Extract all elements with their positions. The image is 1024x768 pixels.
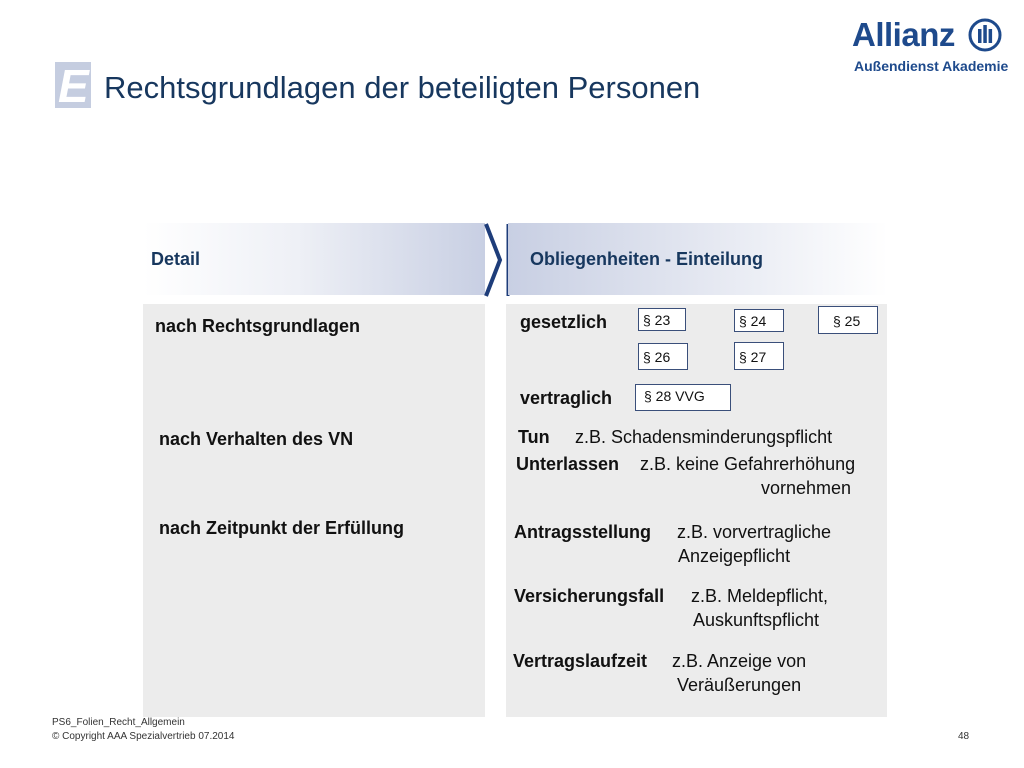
paragraph-26-box: § 26 (638, 343, 688, 370)
page-title: Rechtsgrundlagen der beteiligten Personen (104, 70, 701, 105)
page-number: 48 (958, 731, 970, 742)
allianz-eagle-icon (968, 18, 1002, 52)
antragsstellung-text-line1: z.B. vorvertragliche (677, 522, 832, 542)
gesetzlich-label: gesetzlich (520, 312, 608, 332)
paragraph-27-box: § 27 (734, 342, 784, 370)
band-obliegenheiten (508, 223, 888, 295)
paragraph-23-box: § 23 (638, 308, 686, 331)
section-badge (55, 60, 91, 112)
tun-text: z.B. Schadensminderungspflicht (575, 427, 833, 447)
tun-label: Tun (518, 427, 550, 447)
allianz-logo (852, 16, 1009, 78)
vertragslaufzeit-text-line2: Veräußerungen (677, 675, 802, 695)
paragraph-28-vvg-box: § 28 VVG (635, 384, 731, 411)
unterlassen-label: Unterlassen (516, 454, 620, 474)
paragraph-24-box: § 24 (734, 309, 784, 332)
antragsstellung-label: Antragsstellung (514, 522, 652, 542)
band-detail-label: Detail (151, 249, 201, 269)
left-panel (143, 304, 485, 717)
versicherungsfall-label: Versicherungsfall (514, 586, 665, 606)
vertragslaufzeit-label: Vertragslaufzeit (513, 651, 648, 671)
left-item-zeitpunkt: nach Zeitpunkt der Erfüllung (159, 518, 405, 538)
footer-filename: PS6_Folien_Recht_Allgemein (52, 717, 185, 728)
versicherungsfall-text-line1: z.B. Meldepflicht, (691, 586, 829, 606)
band-detail (143, 223, 485, 295)
vertragslaufzeit-text-line1: z.B. Anzeige von (672, 651, 807, 671)
logo-subtitle: Außendienst Akademie (854, 58, 1009, 74)
versicherungsfall-text-line2: Auskunftspflicht (693, 610, 820, 630)
section-badge-letter: E (58, 60, 89, 112)
vertraglich-label: vertraglich (520, 388, 613, 408)
left-item-rechtsgrundlagen: nach Rechtsgrundlagen (155, 316, 361, 336)
antragsstellung-text-line2: Anzeigepflicht (678, 546, 791, 566)
paragraph-25-box: § 25 (818, 306, 878, 334)
logo-name: Allianz (852, 16, 955, 53)
footer-copyright: © Copyright AAA Spezialvertrieb 07.2014 (52, 731, 235, 742)
left-item-verhalten: nach Verhalten des VN (159, 429, 354, 449)
right-panel (506, 304, 887, 717)
unterlassen-text-line2: vornehmen (761, 478, 852, 498)
unterlassen-text-line1: z.B. keine Gefahrerhöhung (640, 454, 856, 474)
band-obliegenheiten-label: Obliegenheiten - Einteilung (530, 249, 764, 269)
